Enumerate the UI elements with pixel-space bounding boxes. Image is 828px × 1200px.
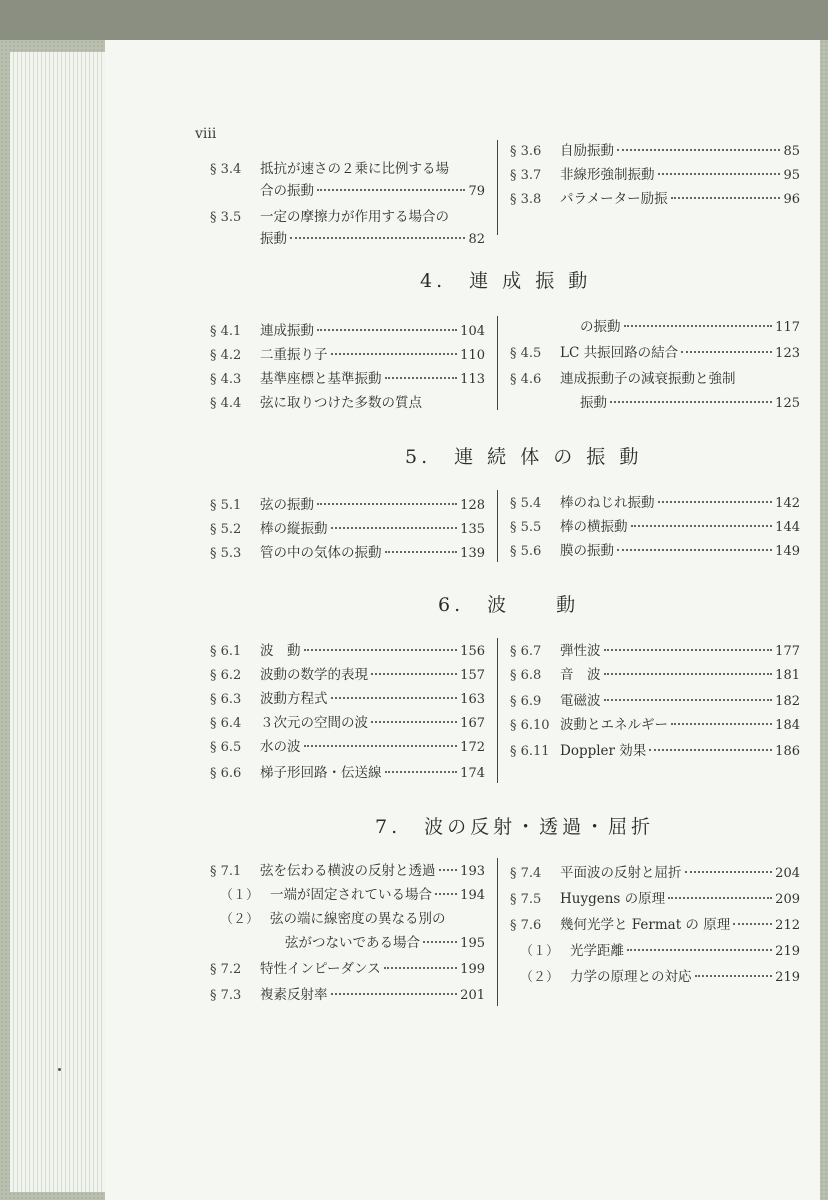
toc-entry: § 3.4 抵抗が速さの２乗に比例する場 [210,161,449,177]
toc-entry: § 5.2 棒の縦振動 135 [210,521,485,537]
column-divider [497,490,498,562]
toc-entry: § 6.10 波動とエネルギー 184 [510,717,800,733]
column-divider [497,316,498,410]
toc-entry: § 7.5 Huygens の原理 209 [510,891,800,907]
toc-entry: § 3.5 一定の摩擦力が作用する場合の [210,209,449,225]
toc-entry: 振動 125 [580,395,800,411]
toc-entry: § 6.1 波 動 156 [210,643,485,659]
toc-entry: § 6.6 梯子形回路・伝送線 174 [210,765,485,781]
column-divider [497,858,498,1006]
page-edges [10,52,110,1192]
toc-entry: § 5.1 弦の振動 128 [210,497,485,513]
toc-entry: （２） 力学の原理との対応 219 [520,969,800,985]
toc-entry: の振動 117 [580,319,800,335]
chapter-heading: 4. 連 成 振 動 [420,270,592,292]
toc-entry: § 4.1 連成振動 104 [210,323,485,339]
toc-entry: § 7.2 特性インピーダンス 199 [210,961,485,977]
toc-entry: 弦がつないである場合 195 [285,935,485,951]
toc-entry: § 7.3 複素反射率 201 [210,987,485,1003]
toc-entry: § 4.2 二重振り子 110 [210,347,485,363]
running-head: viii [195,126,217,142]
column-divider [497,140,498,235]
toc-entry: 合の振動 79 [260,183,485,199]
toc-entry: § 7.6 幾何光学と Fermat の 原理 212 [510,917,800,933]
chapter-heading: 7. 波の反射・透過・屈折 [375,816,655,838]
toc-entry: § 6.4 ３次元の空間の波 167 [210,715,485,731]
toc-entry: § 3.8 パラメーター励振 96 [510,191,800,207]
dust-speck [58,1068,61,1071]
toc-entry: § 6.11 Doppler 効果 186 [510,743,800,759]
toc-entry: § 5.3 管の中の気体の振動 139 [210,545,485,561]
toc-entry: § 3.7 非線形強制振動 95 [510,167,800,183]
toc-entry: § 6.8 音 波 181 [510,667,800,683]
toc-entry: （２） 弦の端に線密度の異なる別の [220,911,446,927]
toc-entry: § 5.4 棒のねじれ振動 142 [510,495,800,511]
toc-entry: § 6.7 弾性波 177 [510,643,800,659]
toc-entry: （１） 一端が固定されている場合 194 [220,887,485,903]
toc-entry: § 7.4 平面波の反射と屈折 204 [510,865,800,881]
toc-entry: § 7.1 弦を伝わる横波の反射と透過 193 [210,863,485,879]
column-divider [497,638,498,783]
toc-entry: § 6.5 水の波 172 [210,739,485,755]
toc-entry: § 4.4 弦に取りつけた多数の質点 [210,395,422,411]
chapter-heading: 6. 波 動 [438,594,580,616]
toc-entry: § 4.6 連成振動子の減衰振動と強制 [510,371,736,387]
toc-entry: § 6.9 電磁波 182 [510,693,800,709]
toc-entry: § 5.5 棒の横振動 144 [510,519,800,535]
toc-entry: § 4.5 LC 共振回路の結合 123 [510,345,800,361]
toc-entry: § 5.6 膜の振動 149 [510,543,800,559]
toc-entry: 振動 82 [260,231,485,247]
toc-entry: § 3.6 自励振動 85 [510,143,800,159]
toc-entry: § 6.3 波動方程式 163 [210,691,485,707]
toc-entry: § 4.3 基準座標と基準振動 113 [210,371,485,387]
chapter-heading: 5. 連 続 体 の 振 動 [405,446,643,468]
toc-entry: § 6.2 波動の数学的表現 157 [210,667,485,683]
toc-entry: （１） 光学距離 219 [520,943,800,959]
